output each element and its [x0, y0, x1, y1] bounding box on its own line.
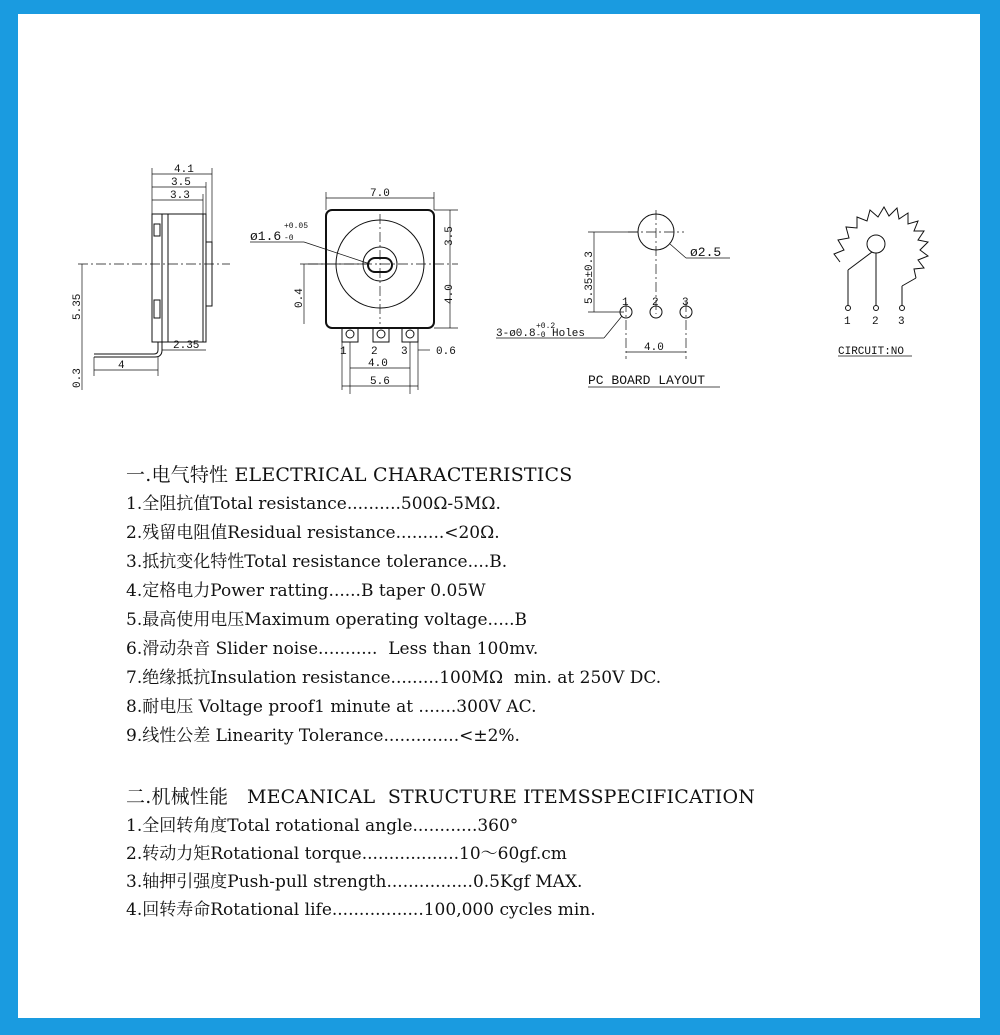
dim-pcb-vertical: 5.35±0.3	[584, 251, 596, 304]
circuit-pin-2: 2	[872, 316, 879, 328]
holes-note: 3-ø0.8	[496, 328, 536, 340]
datasheet-page	[18, 14, 980, 1018]
front-pin-1: 1	[340, 346, 347, 358]
pcb-pin-3: 3	[682, 297, 689, 309]
pcb-layout	[496, 210, 730, 388]
dim-upper-height: 3.5	[444, 226, 456, 246]
circuit-symbol	[834, 207, 928, 358]
dim-width-total: 4.1	[174, 164, 194, 176]
dim-height: 5.35	[72, 293, 84, 320]
dim-pin-pitch: 4.0	[368, 358, 388, 370]
mechanical-item: 3.轴押引强度Push-pull strength................0.5Kgf MAX.	[126, 872, 583, 892]
circuit-title: CIRCUIT:NO	[838, 346, 905, 358]
dim-body: 3.5	[171, 177, 191, 189]
technical-drawing	[18, 14, 980, 434]
electrical-item: 6.滑动杂音 Slider noise........... Less than 100mv.	[126, 639, 539, 659]
dim-shaft-tol-plus: +0.05	[284, 222, 309, 231]
electrical-item: 5.最高使用电压Maximum operating voltage.....B	[126, 610, 528, 630]
front-view	[250, 188, 458, 394]
electrical-item: 9.线性公差 Linearity Tolerance..............<±2%.	[126, 726, 520, 746]
electrical-item: 1.全阻抗值Total resistance..........500Ω-5MΩ.	[126, 494, 501, 514]
holes-word: Holes	[552, 328, 586, 340]
dim-flat: 0.4	[294, 288, 306, 308]
electrical-item: 8.耐电压 Voltage proof1 minute at .......300V AC.	[126, 697, 537, 717]
mechanical-title: 二.机械性能 MECANICAL STRUCTURE ITEMSSPECIFICATION	[126, 786, 756, 808]
dim-pin-offset: 2.35	[173, 340, 200, 352]
electrical-item: 2.残留电阻值Residual resistance.........<20Ω.	[126, 523, 500, 543]
dim-pcb-pitch: 4.0	[644, 342, 664, 354]
pcb-layout-title: PC BOARD LAYOUT	[588, 373, 706, 388]
dim-inner: 3.3	[170, 190, 190, 202]
front-pin-3: 3	[401, 346, 408, 358]
specifications	[126, 460, 755, 924]
electrical-list	[126, 490, 755, 751]
side-view	[72, 164, 230, 390]
circuit-pin-1: 1	[844, 316, 851, 328]
dim-shaft-tol-minus: -0	[284, 234, 294, 243]
pcb-pin-2: 2	[652, 297, 659, 309]
holes-tol-minus: -0	[536, 331, 546, 340]
dim-lower-height: 4.0	[444, 284, 456, 304]
front-pin-2: 2	[371, 346, 378, 358]
dim-hole-large: ø2.5	[690, 245, 722, 260]
electrical-title: 一.电气特性 ELECTRICAL CHARACTERISTICS	[126, 464, 573, 486]
mechanical-item: 1.全回转角度Total rotational angle............360°	[126, 816, 519, 836]
mechanical-item: 4.回转寿命Rotational life.................100,000 cycles min.	[126, 900, 596, 920]
dim-pin-thickness: 0.3	[72, 368, 84, 388]
electrical-item: 3.抵抗变化特性Total resistance tolerance....B.	[126, 552, 508, 572]
mechanical-item: 2.转动力矩Rotational torque..................10～60gf.cm	[126, 844, 567, 864]
dim-front-width: 7.0	[370, 188, 390, 200]
electrical-item: 4.定格电力Power ratting......B taper 0.05W	[126, 581, 486, 601]
holes-tol-plus: +0.2	[536, 322, 556, 331]
circuit-pin-3: 3	[898, 316, 905, 328]
dim-shaft-dia: ø1.6	[250, 229, 282, 244]
dim-base-width: 5.6	[370, 376, 390, 388]
dim-pin-width: 0.6	[436, 346, 456, 358]
mechanical-list	[126, 812, 755, 924]
electrical-item: 7.绝缘抵抗Insulation resistance.........100MΩ min. at 250V DC.	[126, 668, 662, 688]
dim-pin-length: 4	[118, 360, 125, 372]
pcb-pin-1: 1	[622, 297, 629, 309]
